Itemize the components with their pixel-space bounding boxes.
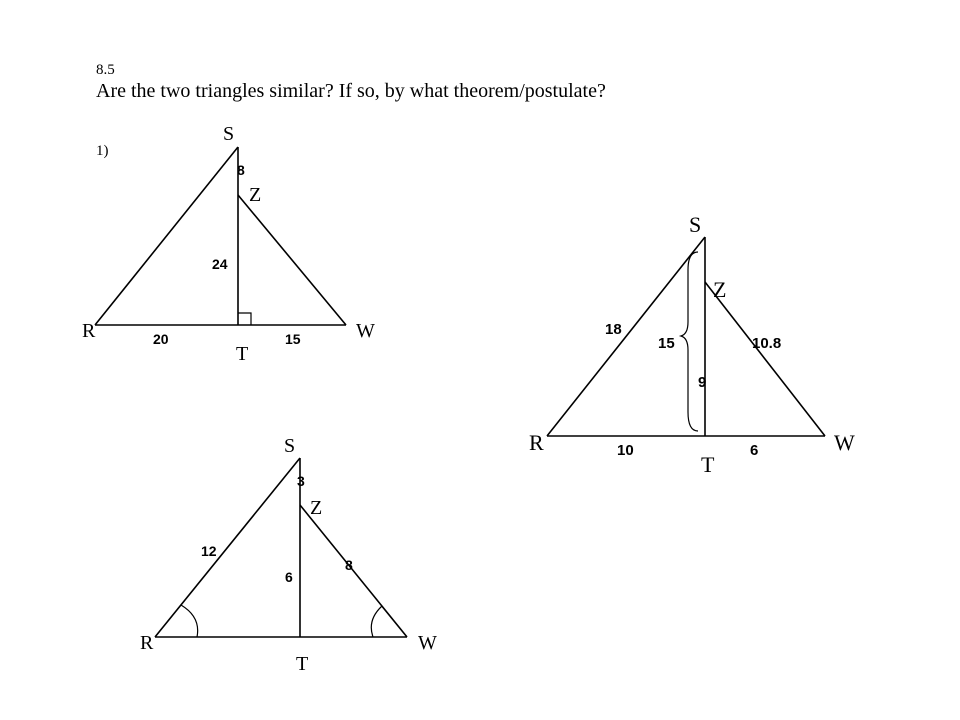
figure-c-length-zw: 8: [345, 557, 353, 573]
figure-c-length-sr: 12: [201, 543, 217, 559]
figure-c-angle-arc-w: [371, 606, 382, 637]
figure-b-vertex-s: S: [689, 212, 702, 237]
figure-b-brace: [681, 252, 698, 431]
figure-b-length-st: 15: [658, 335, 675, 352]
figure-c-vertex-r: R: [140, 632, 154, 654]
question-text: Are the two triangles similar? If so, by what theorem/postulate?: [96, 80, 606, 102]
figure-c-vertex-z: Z: [310, 497, 323, 519]
figure-a-vertex-z: Z: [249, 184, 262, 206]
figure-a-vertex-r: R: [82, 320, 96, 342]
figure-a-length-zt: 24: [212, 256, 228, 272]
figure-b-vertex-z: Z: [713, 277, 727, 302]
problem-number: 1): [96, 143, 109, 159]
figure-c-vertex-s: S: [284, 435, 296, 457]
figure-c-vertex-w: W: [418, 632, 437, 654]
figure-b: [529, 212, 855, 477]
figure-b-length-rt: 10: [617, 442, 634, 459]
figure-a-vertex-t: T: [236, 343, 249, 365]
figure-c: [140, 435, 437, 675]
figure-b-vertex-t: T: [701, 452, 715, 477]
figure-a-side-zw: [238, 195, 346, 325]
figure-c-angle-arc-r: [181, 605, 198, 637]
figure-b-vertex-w: W: [834, 430, 855, 455]
figure-b-vertex-r: R: [529, 430, 544, 455]
figure-c-length-sz: 3: [297, 473, 305, 489]
figure-a-vertex-s: S: [223, 123, 235, 145]
figure-a-length-tw: 15: [285, 331, 301, 347]
figure-a-right-angle-mark: [238, 313, 251, 325]
figure-b-length-zt: 9: [698, 374, 707, 391]
figure-a-side-rs: [95, 147, 238, 325]
figure-b-length-sr: 18: [605, 321, 622, 338]
figure-a: [82, 123, 375, 365]
figure-c-side-rs: [155, 458, 300, 637]
figure-c-side-zw: [300, 505, 407, 637]
figure-a-length-sz: 8: [237, 162, 245, 178]
figure-a-length-rt: 20: [153, 331, 169, 347]
figure-a-vertex-w: W: [356, 320, 375, 342]
figure-b-length-zw: 10.8: [752, 335, 782, 352]
figure-c-vertex-t: T: [296, 653, 309, 675]
figure-b-side-zw: [705, 282, 825, 436]
section-number: 8.5: [96, 62, 115, 78]
figure-b-length-tw: 6: [750, 442, 759, 459]
figure-c-length-zt: 6: [285, 569, 293, 585]
